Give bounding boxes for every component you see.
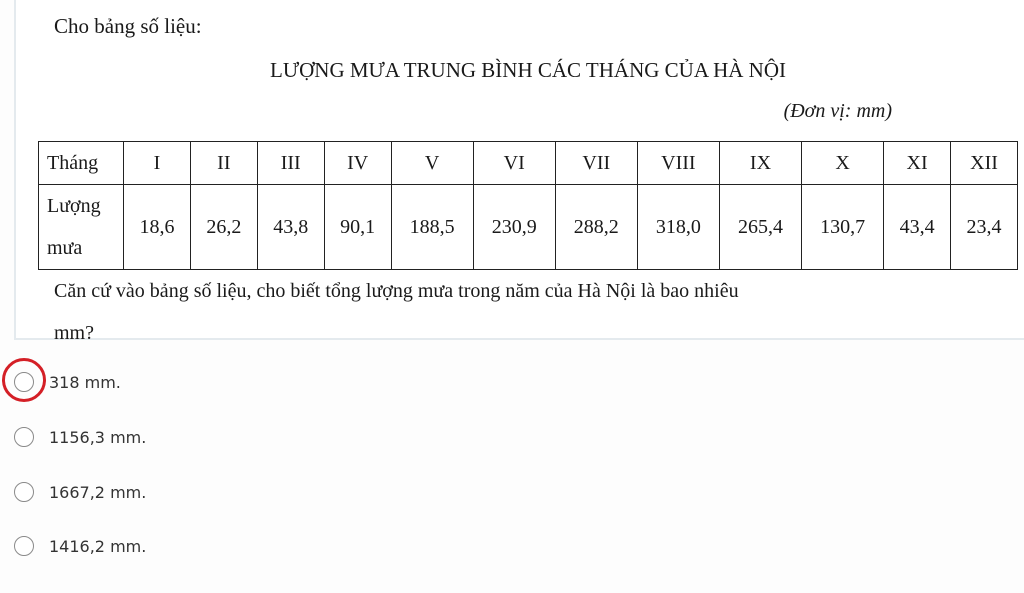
value-cell: 230,9 xyxy=(473,185,555,270)
table-unit: (Đơn vị: mm) xyxy=(783,100,892,122)
question-intro: Cho bảng số liệu: xyxy=(54,14,202,38)
row-label-line: mưa xyxy=(47,237,83,259)
radio-button[interactable] xyxy=(14,372,34,392)
value-cell: 18,6 xyxy=(124,185,191,270)
question-text-line: Căn cứ vào bảng số liệu, cho biết tổng lượng mưa trong năm của Hà Nội là bao nhiêu xyxy=(54,280,739,302)
value-cell: 288,2 xyxy=(555,185,637,270)
month-cell: II xyxy=(190,142,257,185)
radio-button[interactable] xyxy=(14,427,34,447)
row-label xyxy=(39,185,124,270)
rainfall-table xyxy=(38,141,1018,270)
header-label: Tháng xyxy=(39,142,124,185)
month-cell: XII xyxy=(951,142,1018,185)
month-cell: X xyxy=(802,142,884,185)
question-text-line: mm? xyxy=(54,322,94,344)
value-cell: 43,4 xyxy=(884,185,951,270)
table-value-row xyxy=(39,185,1018,270)
option-label: 1156,3 mm. xyxy=(49,427,147,447)
month-cell: IX xyxy=(719,142,801,185)
value-cell: 188,5 xyxy=(391,185,473,270)
radio-button[interactable] xyxy=(14,482,34,502)
question-image xyxy=(14,0,1024,344)
month-cell: VII xyxy=(555,142,637,185)
radio-button[interactable] xyxy=(14,536,34,556)
month-cell: VIII xyxy=(637,142,719,185)
month-cell: XI xyxy=(884,142,951,185)
value-cell: 90,1 xyxy=(324,185,391,270)
value-cell: 130,7 xyxy=(802,185,884,270)
row-label-line: Lượng xyxy=(47,195,101,217)
option-label: 1416,2 mm. xyxy=(49,536,147,556)
table-title: LƯỢNG MƯA TRUNG BÌNH CÁC THÁNG CỦA HÀ NỘI xyxy=(270,58,786,82)
month-cell: I xyxy=(124,142,191,185)
answer-option-2[interactable] xyxy=(14,425,146,449)
value-cell: 43,8 xyxy=(257,185,324,270)
answer-option-3[interactable] xyxy=(14,480,146,504)
month-cell: IV xyxy=(324,142,391,185)
month-cell: VI xyxy=(473,142,555,185)
month-cell: III xyxy=(257,142,324,185)
answer-option-1[interactable] xyxy=(14,370,121,394)
option-label: 318 mm. xyxy=(49,372,121,392)
value-cell: 23,4 xyxy=(951,185,1018,270)
value-cell: 318,0 xyxy=(637,185,719,270)
value-cell: 26,2 xyxy=(190,185,257,270)
question-text xyxy=(54,270,934,354)
option-label: 1667,2 mm. xyxy=(49,482,147,502)
value-cell: 265,4 xyxy=(719,185,801,270)
month-cell: V xyxy=(391,142,473,185)
answer-option-4[interactable] xyxy=(14,534,146,558)
table-header-row xyxy=(39,142,1018,185)
